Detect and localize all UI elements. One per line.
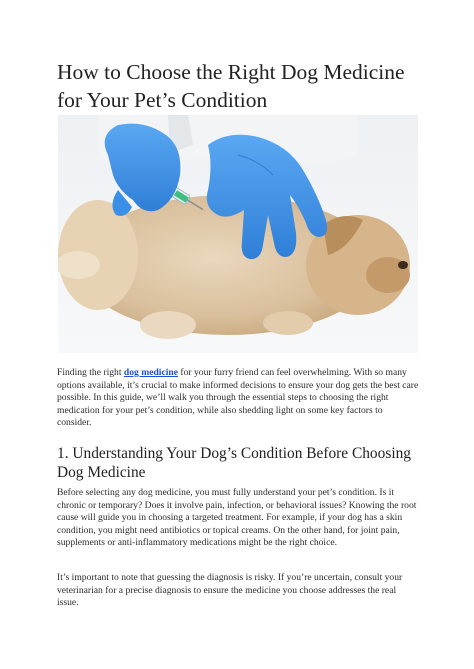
article-title: How to Choose the Right Dog Medicine for Your Pet’s Condition [57, 60, 405, 112]
intro-text-before: Finding the right [57, 367, 124, 378]
hero-image [58, 115, 418, 353]
intro-paragraph [57, 367, 419, 430]
section-heading: 1. Understanding Your Dog’s Condition Before Choosing Dog Medicine [57, 445, 411, 481]
section-paragraph-1: Before selecting any dog medicine, you must fully understand your pet’s condition. Is it chronic or temporary? Does it involve pain, infection, or behavioral issues? Knowing the root cause will guide you in choosing a targeted treatment. For example, if your dog has a skin condition, you might need antibiotics or topical creams. On the other hand, for joint pain, supplements or anti-inflammatory medications might be the right choice. [57, 487, 417, 549]
dog-injection-photo-icon [58, 115, 418, 353]
section-paragraph-2: It’s important to note that guessing the diagnosis is risky. If you’re uncertain, consult your veterinarian for a precise diagnosis to ensure the medicine you choose addresses the real issue. [57, 572, 403, 609]
intro-text-after: for your furry friend can feel overwhelming. With so many options available, it’s crucial to make informed decisions to ensure your dog gets the best care possible. In this guide, we’ll walk you through the essential steps to choosing the right medication for your pet’s condition, while also shedding light on some key factors to consider. [57, 367, 419, 429]
dog-medicine-link[interactable]: dog medicine [123, 367, 178, 378]
